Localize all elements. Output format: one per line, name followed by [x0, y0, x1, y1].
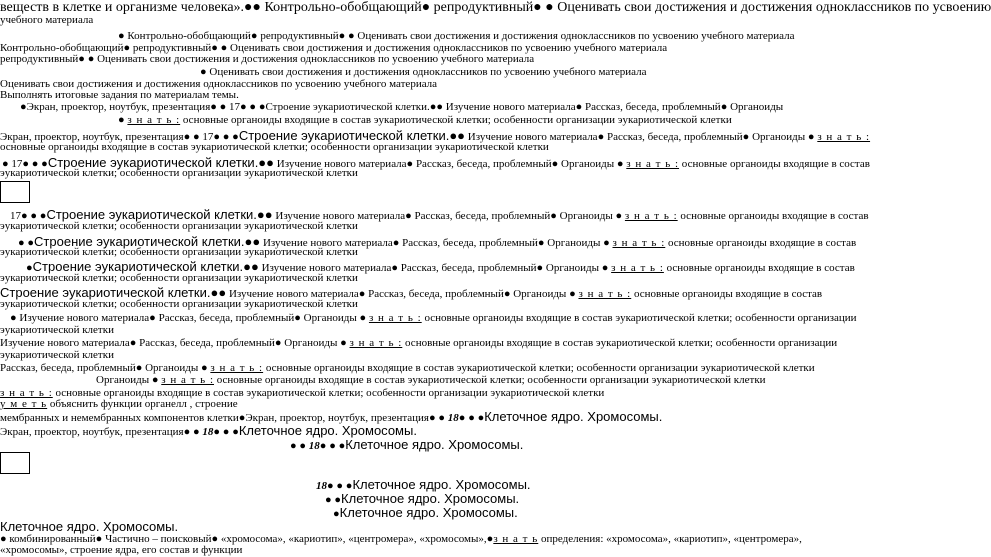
text-line: Экран, проектор, ноутбук, презентация● ● 17● ● ●Строение эукариотической клетки.●● Изучение нового материала● Рассказ, беседа, проблемный● Органоиды ● з н а т ь :	[0, 128, 871, 143]
text-line: учебного материала	[0, 14, 94, 26]
text-line: эукариотической клетки; особенности организации эукариотической клетки	[0, 220, 358, 232]
text-line: Органоиды ● з н а т ь : основные органоиды входящие в состав эукариотической клетки; особенности организации эукариотической клетки	[96, 374, 766, 386]
text-line: у м е т ь объяснить функции органелл , строение	[0, 398, 238, 410]
text-line: 18● ● ●Клеточное ядро. Хромосомы.	[316, 477, 531, 492]
text-line: эукариотической клетки; особенности организации эукариотической клетки	[0, 298, 358, 310]
text-line: з н а т ь : основные органоиды входящие в состав эукариотической клетки; особенности организации эукариотической клетки	[0, 387, 605, 399]
text-line: ● з н а т ь : основные органоиды входящие в состав эукариотической клетки; особенности организации эукариотической клетки	[118, 114, 732, 126]
text-line: мембранных и немембранных компонентов клетки●Экран, проектор, ноутбук, презентация● ● 18● ● ●Клеточное ядро. Хромосомы.	[0, 409, 663, 424]
text-line: ● Оценивать свои достижения и достижения одноклассников по усвоению учебного материала	[200, 66, 647, 78]
text-line: 17● ● ●Строение эукариотической клетки.●● Изучение нового материала● Рассказ, беседа, проблемный● Органоиды ● з н а т ь : основные органоиды входящие в состав	[10, 207, 869, 222]
empty-box	[0, 181, 30, 203]
text-line: эукариотической клетки	[0, 324, 114, 336]
text-line: Изучение нового материала● Рассказ, беседа, проблемный● Органоиды ● з н а т ь : основные органоиды входящие в состав эукариотической клетки; особенности организации	[0, 337, 838, 349]
text-line: основные органоиды входящие в состав эукариотической клетки; особенности организации эукариотической клетки	[0, 141, 549, 153]
text-line: ● 17● ● ●Строение эукариотической клетки.●● Изучение нового материала● Рассказ, беседа, проблемный● Органоиды ● з н а т ь : основные органоиды входящие в состав	[2, 155, 870, 170]
text-line: эукариотической клетки; особенности организации эукариотической клетки	[0, 167, 358, 179]
text-line: ● Изучение нового материала● Рассказ, беседа, проблемный● Органоиды ● з н а т ь : основные органоиды входящие в состав эукариотической клетки; особенности организации	[10, 312, 857, 324]
text-line: эукариотической клетки; особенности организации эукариотической клетки	[0, 246, 358, 258]
text-line: ● Контрольно-обобщающий● репродуктивный● ● Оценивать свои достижения и достижения одноклассников по усвоению учебного материала	[118, 30, 795, 42]
text-line: Строение эукариотической клетки.●● Изучение нового материала● Рассказ, беседа, проблемный● Органоиды ● з н а т ь : основные органоиды входящие в состав	[0, 285, 823, 300]
text-line: ● ●Клеточное ядро. Хромосомы.	[325, 491, 520, 506]
text-line: Рассказ, беседа, проблемный● Органоиды ● з н а т ь : основные органоиды входящие в состав эукариотической клетки; особенности организации эукариотической клетки	[0, 362, 815, 374]
text-line: Выполнять итоговые задания по материалам темы.	[0, 89, 239, 101]
text-line: «хромосомы», строение ядра, его состав и функции	[0, 544, 243, 556]
text-line: эукариотической клетки	[0, 349, 114, 361]
text-line: Экран, проектор, ноутбук, презентация● ● 18● ● ●Клеточное ядро. Хромосомы.	[0, 423, 417, 438]
text-line: ●Строение эукариотической клетки.●● Изучение нового материала● Рассказ, беседа, проблемный● Органоиды ● з н а т ь : основные органоиды входящие в состав	[26, 259, 855, 274]
text-line: веществ в клетке и организме человека».●● Контрольно-обобщающий● репродуктивный● ● Оценивать свои достижения и достижения одноклассников по усвоению	[0, 0, 991, 15]
text-line: ● ● 18● ● ●Клеточное ядро. Хромосомы.	[290, 437, 524, 452]
text-line: ●Клеточное ядро. Хромосомы.	[333, 505, 518, 520]
text-line: Оценивать свои достижения и достижения одноклассников по усвоению учебного материала	[0, 78, 438, 90]
text-line: Контрольно-обобщающий● репродуктивный● ● Оценивать свои достижения и достижения одноклассников по усвоению учебного материала	[0, 42, 668, 54]
text-line: ●Экран, проектор, ноутбук, презентация● ● 17● ● ●Строение эукариотической клетки.●● Изучение нового материала● Рассказ, беседа, проблемный● Органоиды	[20, 101, 784, 113]
empty-box	[0, 452, 30, 474]
text-line: репродуктивный● ● Оценивать свои достижения и достижения одноклассников по усвоению учебного материала	[0, 53, 535, 65]
text-line: эукариотической клетки; особенности организации эукариотической клетки	[0, 272, 358, 284]
text-line: Клеточное ядро. Хромосомы.	[0, 519, 179, 534]
text-line: ● комбинированный● Частично – поисковый● «хромосома», «кариотип», «центромера», «хромосомы»,●з н а т ь определения: «хромосома», «кариотип», «центромера»,	[0, 533, 802, 545]
text-line: ● ●Строение эукариотической клетки.●● Изучение нового материала● Рассказ, беседа, проблемный● Органоиды ● з н а т ь : основные органоиды входящие в состав	[18, 234, 857, 249]
